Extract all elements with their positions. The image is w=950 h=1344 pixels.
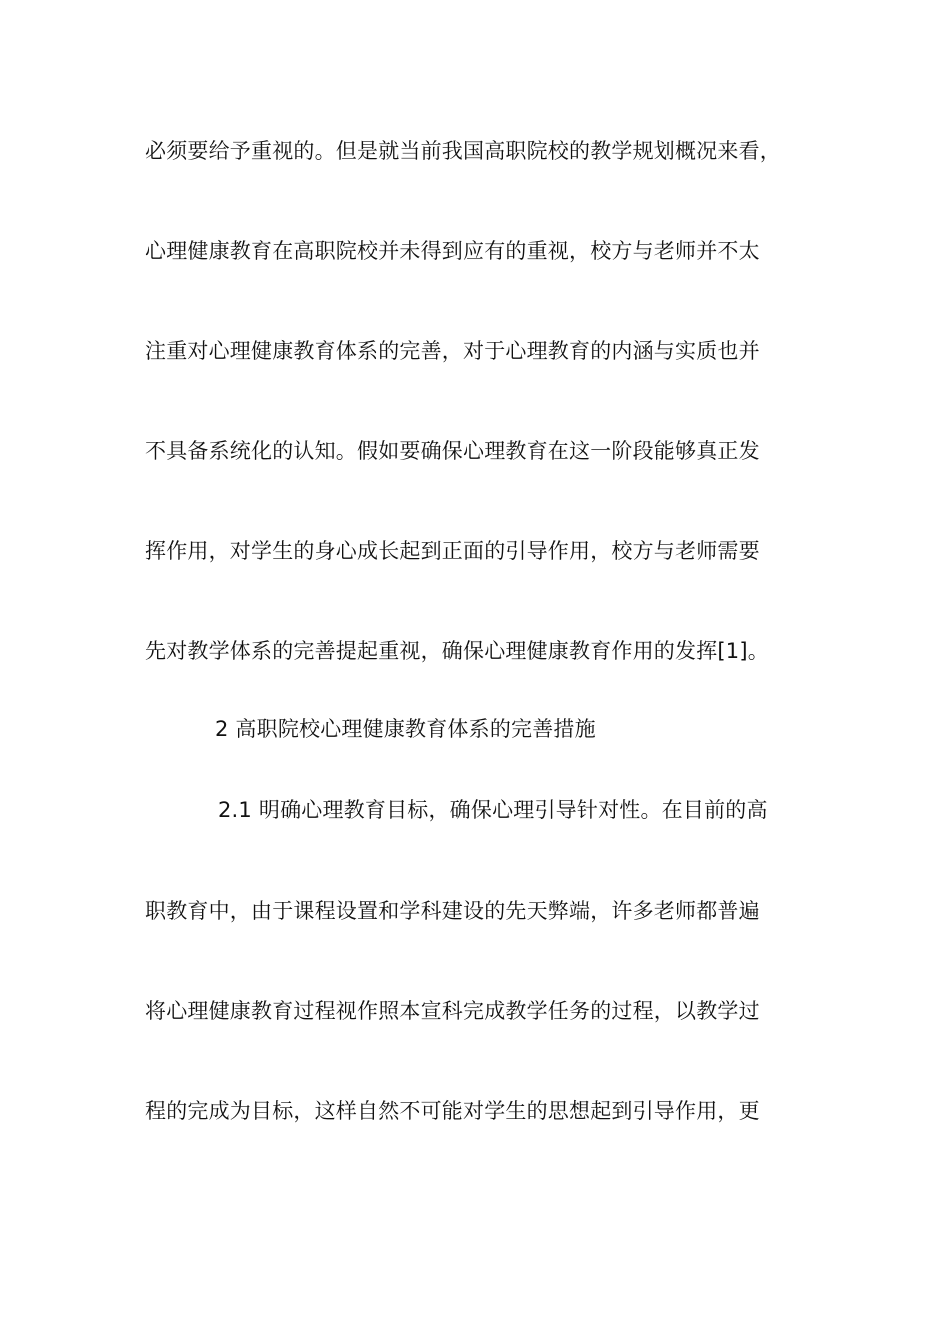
paragraph-line: 必须要给予重视的。但是就当前我国高职院校的教学规划概况来看， <box>145 139 781 163</box>
paragraph-line: 心理健康教育在高职院校并未得到应有的重视，校方与老师并不太 <box>145 239 760 263</box>
paragraph-line: 挥作用，对学生的身心成长起到正面的引导作用，校方与老师需要 <box>145 539 760 563</box>
subsection-line: 职教育中，由于课程设置和学科建设的先天弊端，许多老师都普遍 <box>145 899 760 923</box>
paragraph-line: 注重对心理健康教育体系的完善，对于心理教育的内涵与实质也并 <box>145 339 760 363</box>
paragraph-line: 不具备系统化的认知。假如要确保心理教育在这一阶段能够真正发 <box>145 439 760 463</box>
subsection-line: 2.1 明确心理教育目标，确保心理引导针对性。在目前的高 <box>218 798 768 822</box>
subsection-line: 将心理健康教育过程视作照本宣科完成教学任务的过程，以教学过 <box>145 999 760 1023</box>
subsection-line: 程的完成为目标，这样自然不可能对学生的思想起到引导作用，更 <box>145 1099 760 1123</box>
paragraph-line: 先对教学体系的完善提起重视，确保心理健康教育作用的发挥[1]。 <box>145 639 769 663</box>
section-heading: 2 高职院校心理健康教育体系的完善措施 <box>215 717 596 741</box>
